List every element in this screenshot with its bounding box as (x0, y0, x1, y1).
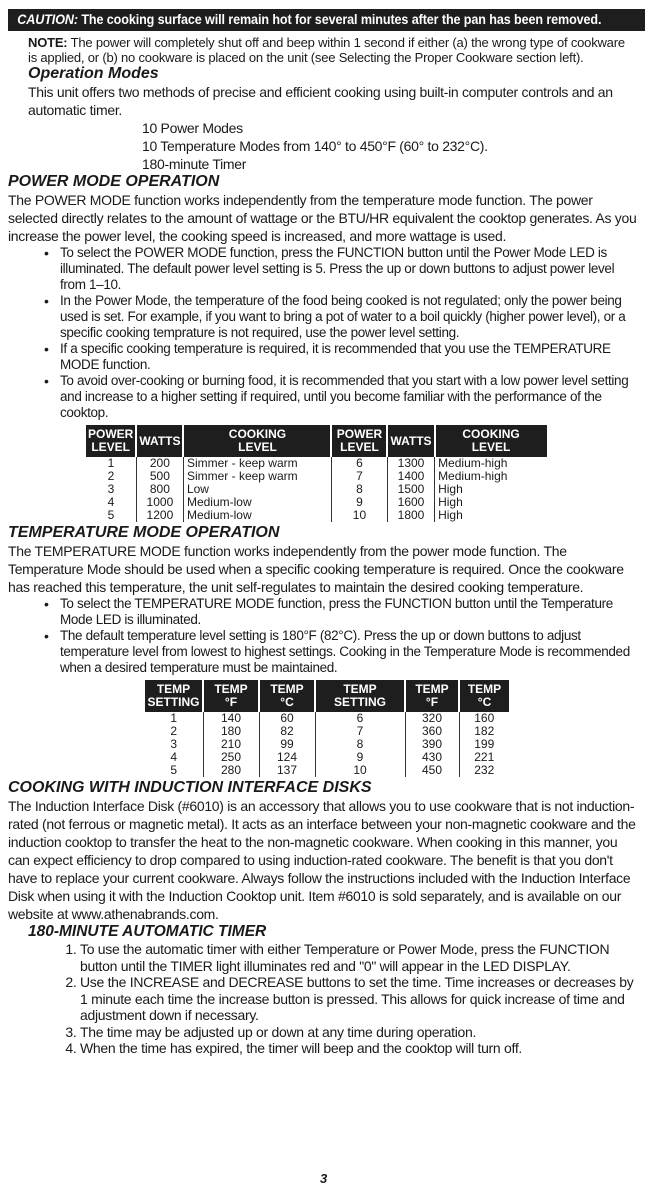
table-cell: 9 (331, 496, 387, 509)
mode-item: 10 Power Modes (142, 120, 243, 136)
table-cell: 1600 (387, 496, 434, 509)
temperature-setting-table (145, 680, 509, 777)
table-cell: 160 (459, 712, 509, 725)
table-cell: High (435, 483, 547, 496)
table-header-cell (203, 680, 259, 712)
table-cell: 2 (170, 724, 178, 738)
table-header-cell (331, 425, 387, 457)
note-paragraph (28, 35, 637, 65)
table-cell: 8 (315, 738, 405, 751)
table-cell: 199 (459, 738, 509, 751)
header-line: °F (425, 695, 439, 709)
table-cell: 10 (315, 764, 405, 777)
table-header-cell (145, 680, 203, 712)
bullet-item: • In the Power Mode, the temperature of the food being cooked is not regulated; only the power being used is set. For example, if you want to bring a pot of water to a boil quickly (higher power level), or a specific cooking temprature is not required, use the power level setting. (60, 293, 637, 341)
table-cell: High (435, 509, 547, 522)
header-line: TEMP (156, 682, 191, 696)
table-row (145, 751, 509, 764)
table-cell: 4 (107, 495, 115, 509)
header-line: SETTING (147, 695, 200, 709)
table-row (145, 725, 509, 738)
table-cell: 140 (203, 712, 259, 725)
table-cell: 7 (315, 725, 405, 738)
table-header-cell (86, 425, 136, 457)
table-cell: 430 (405, 751, 459, 764)
table-cell: Medium-high (435, 457, 547, 470)
table-cell: 221 (459, 751, 509, 764)
header-line: LEVEL (238, 440, 277, 454)
table-cell: 5 (107, 508, 115, 522)
operation-modes-text: This unit offers two methods of precise and efficient cooking using built-in computer controls and an automatic timer. (28, 84, 613, 118)
table-row (86, 509, 547, 522)
manual-page (0, 9, 645, 1191)
table-header-cell (387, 425, 434, 457)
table-cell: Medium-high (435, 470, 547, 483)
header-line: LEVEL (471, 440, 511, 454)
bullet-item: • To select the POWER MODE function, press the FUNCTION button until the Power Mode LED is illuminated. The default power level setting is 5. Press the up or down buttons to adjust power level from 1–10. (60, 245, 637, 293)
table-header-row (86, 425, 547, 457)
temperature-mode-bullets (8, 596, 637, 676)
bullet-item: • To avoid over-cooking or burning food, it is recommended that you start with a low power level setting and increase to a higher setting if required, until you become familiar with the performance of the cooktop. (60, 373, 637, 421)
table-cell: 360 (405, 725, 459, 738)
timer-step: 1. To use the automatic timer with either Temperature or Power Mode, press the FUNCTION button until the TIMER light illuminates red and "0" will appear in the LED DISPLAY. (80, 941, 637, 974)
modes-list (142, 119, 637, 173)
table-cell: 124 (259, 751, 315, 764)
header-line: LEVEL (340, 440, 379, 454)
table-cell: 10 (331, 509, 387, 522)
power-mode-text: The POWER MODE function works independently from the temperature mode function. The power selected directly relates to the amount of wattage or the BTU/HR equivalent the cooktop generates. As you increase the power level, the cooking speed is increased, and more wattage is used. (8, 192, 637, 244)
table-cell: 4 (170, 750, 178, 764)
note-lead: NOTE: (28, 35, 68, 50)
timer-step: 4. When the time has expired, the timer will beep and the cooktop will turn off. (80, 1040, 637, 1057)
table-cell: 210 (203, 738, 259, 751)
table-cell: 3 (170, 737, 178, 751)
caution-lead: CAUTION: (17, 12, 78, 27)
table-cell: Medium-low (183, 496, 331, 509)
table-header-cell (183, 425, 331, 457)
table-cell: 7 (331, 470, 387, 483)
table-header-cell (459, 680, 509, 712)
table-cell: 5 (170, 763, 178, 777)
table-cell: 9 (315, 751, 405, 764)
table-cell: 8 (331, 483, 387, 496)
header-line: COOKING (228, 427, 287, 441)
table-cell: 180 (203, 725, 259, 738)
table-cell: 2 (107, 469, 115, 483)
timer-step: 2. Use the INCREASE and DECREASE buttons to set the time. Time increases or decreases by 1 minute each time the increase button is pressed. This allows for quick increase of time and adjustment down if necessary. (80, 974, 637, 1024)
table-cell: 450 (405, 764, 459, 777)
timer-step: 3. The time may be adjusted up or down at any time during operation. (80, 1024, 637, 1041)
table-cell: 6 (315, 712, 405, 725)
timer-heading: 180-MINUTE AUTOMATIC TIMER (28, 923, 267, 940)
induction-disks-text: The Induction Interface Disk (#6010) is an accessory that allows you to use cookware that is not induction-rated (not ferrous or magnetic metal). It acts as an interface between your non-magnetic cookware and the induction cooktop to transfer the heat to the non-magnetic cookware. When cooking in this manner, you can expect efficiency to drop compared to using induction-rated cookware. The benefit is that you don't have to replace your current cookware. Always follow the instructions included with the Induction Interface Disk when using it with the Induction Cooktop unit. Item #6010 is sold separately, and is available on our website at www.athenabrands.com. (8, 798, 636, 922)
table-row (145, 764, 509, 777)
table-header-cell (259, 680, 315, 712)
header-line: SETTING (333, 695, 386, 709)
table-cell: 60 (259, 712, 315, 725)
header-line: TEMP (467, 682, 502, 696)
header-line: POWER (336, 427, 383, 441)
table-cell: 390 (405, 738, 459, 751)
header-line: °F (224, 695, 238, 709)
header-line: TEMP (214, 682, 248, 696)
table-cell: 1000 (136, 496, 183, 509)
header-line: TEMP (270, 682, 304, 696)
table-cell: 250 (203, 751, 259, 764)
table-header-row (145, 680, 509, 712)
bullet-item: • If a specific cooking temperature is required, it is recommended that you use the TEMPERATURE MODE function. (60, 341, 637, 373)
header-line: °C (280, 695, 294, 709)
table-cell: 232 (459, 764, 509, 777)
bullet-item: • To select the TEMPERATURE MODE function, press the FUNCTION button until the Temperature Mode LED is illuminated. (60, 596, 637, 628)
table-header-cell (435, 425, 547, 457)
header-line: LEVEL (91, 440, 130, 454)
table-cell: 182 (459, 725, 509, 738)
temperature-mode-text: The TEMPERATURE MODE function works independently from the power mode function. The Temperature Mode should be used when a specific cooking temperature is required. Once the cookware has reached this temperature, the unit self-regulates to maintain the desired cooking temperature. (8, 543, 624, 595)
table-cell: 3 (107, 482, 115, 496)
mode-item: 10 Temperature Modes from 140° to 450°F (60° to 232°C). (142, 138, 488, 154)
table-cell: 800 (136, 483, 183, 496)
header-line: °C (477, 695, 492, 709)
table-cell: 82 (259, 725, 315, 738)
table-cell: 1500 (387, 483, 434, 496)
timer-steps (8, 941, 637, 1057)
table-header-cell (405, 680, 459, 712)
table-cell: Medium-low (183, 509, 331, 522)
table-cell: 1 (170, 711, 178, 725)
table-cell: 1800 (387, 509, 434, 522)
table-cell: 137 (259, 764, 315, 777)
header-line: POWER (88, 427, 134, 441)
table-cell: 320 (405, 712, 459, 725)
header-line: TEMP (343, 682, 377, 696)
table-cell: 1 (107, 456, 115, 470)
table-header-cell (136, 425, 183, 457)
table-cell: 500 (136, 470, 183, 483)
table-cell: 1200 (136, 509, 183, 522)
power-mode-bullets (8, 245, 637, 421)
header-line: TEMP (415, 682, 449, 696)
table-row (145, 712, 509, 725)
table-cell: 1400 (387, 470, 434, 483)
temperature-mode-heading: TEMPERATURE MODE OPERATION (8, 524, 280, 541)
table-cell: 200 (136, 457, 183, 470)
operation-modes-heading: Operation Modes (28, 65, 159, 82)
caution-text: The cooking surface will remain hot for several minutes after the pan has been removed. (77, 12, 602, 27)
table-cell: High (435, 496, 547, 509)
header-line: COOKING (462, 427, 520, 441)
bullet-item: • The default temperature level setting is 180°F (82°C). Press the up or down buttons to adjust temperature level from lowest to highest settings. Cooking in the Temperature Mode is recommended when a desired temperature must be maintained. (60, 628, 637, 676)
induction-disks-heading: COOKING WITH INDUCTION INTERFACE DISKS (8, 779, 372, 796)
table-header-cell (315, 680, 405, 712)
table-cell: 1300 (387, 457, 434, 470)
page-number: 3 (320, 1171, 328, 1186)
power-mode-heading: POWER MODE OPERATION (8, 173, 220, 190)
mode-item: 180-minute Timer (142, 156, 247, 172)
power-level-table (86, 425, 547, 522)
table-cell: Simmer - keep warm (183, 457, 331, 470)
table-cell: Low (183, 483, 331, 496)
header-line: WATTS (390, 433, 432, 448)
table-cell: 99 (259, 738, 315, 751)
caution-banner (8, 9, 645, 31)
table-row (145, 738, 509, 751)
note-text: The power will completely shut off and beep within 1 second if either (a) the wrong type of cookware is applied, or (b) no cookware is placed on the unit (see Selecting the Proper Cookware section left). (28, 35, 625, 65)
header-line: WATTS (139, 433, 181, 448)
table-cell: 280 (203, 764, 259, 777)
table-cell: Simmer - keep warm (183, 470, 331, 483)
table-cell: 6 (331, 457, 387, 470)
